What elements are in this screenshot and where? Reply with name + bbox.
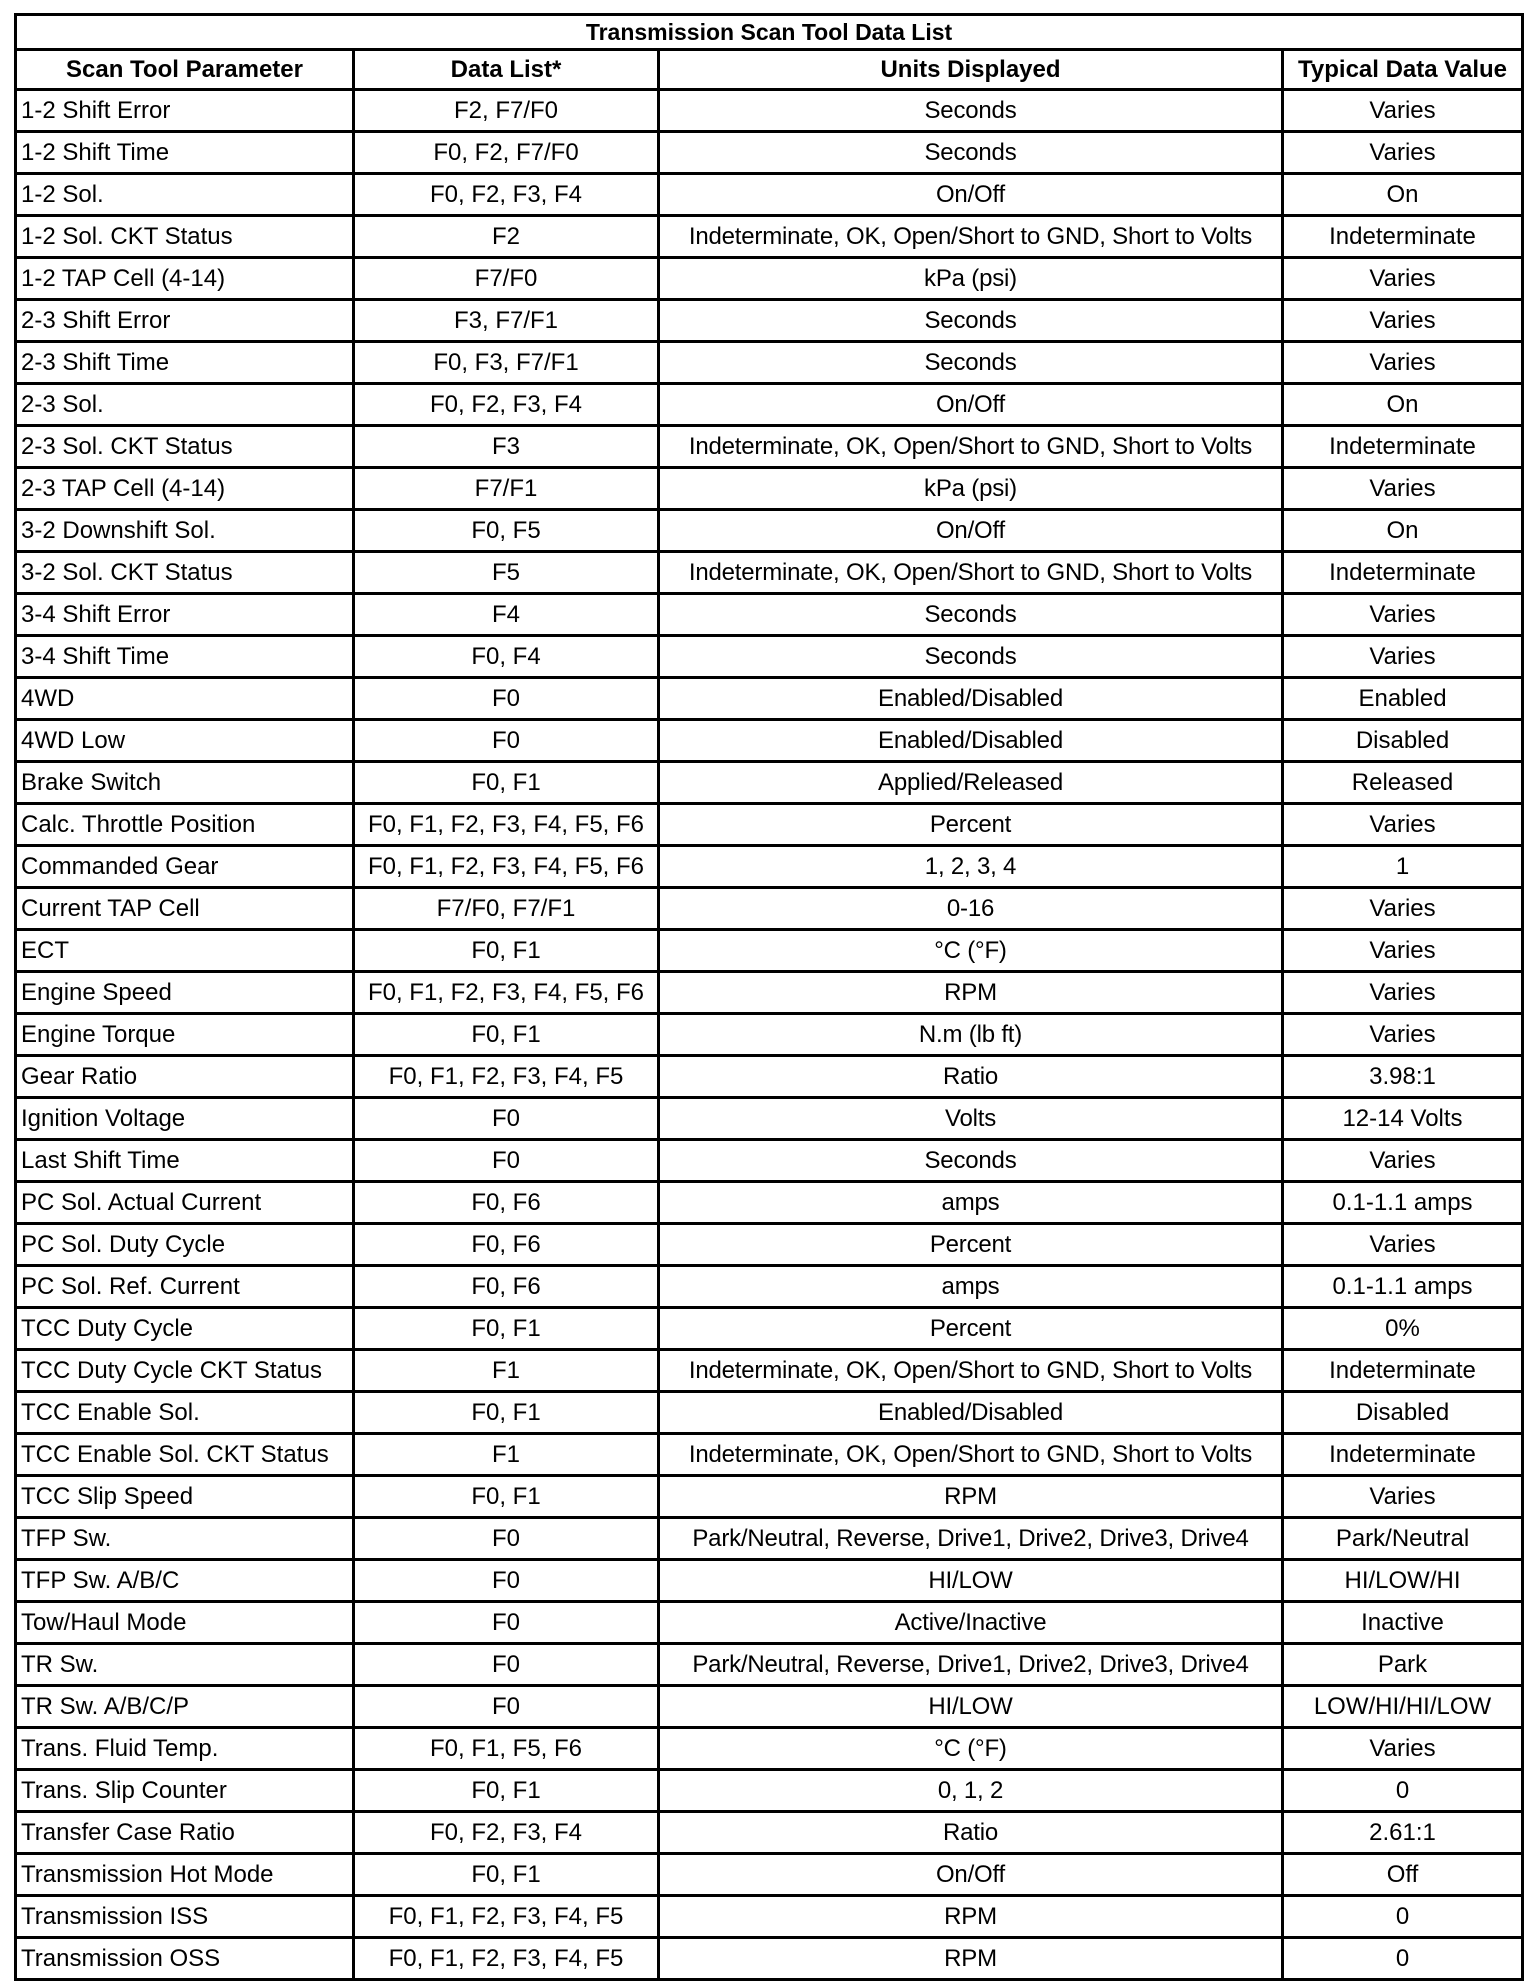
typical-value-cell: On bbox=[1283, 174, 1523, 216]
table-row bbox=[16, 762, 1523, 804]
table-row bbox=[16, 888, 1523, 930]
typical-value-cell: 0 bbox=[1283, 1938, 1523, 1980]
data-list-cell: F3 bbox=[354, 426, 659, 468]
typical-value-cell: Varies bbox=[1283, 1224, 1523, 1266]
data-list-cell: F0, F1 bbox=[354, 1392, 659, 1434]
data-list-cell: F0 bbox=[354, 678, 659, 720]
units-cell: Seconds bbox=[659, 132, 1283, 174]
parameter-cell: TFP Sw. A/B/C bbox=[16, 1560, 354, 1602]
data-list-cell: F0, F1, F2, F3, F4, F5, F6 bbox=[354, 972, 659, 1014]
parameter-cell: Engine Torque bbox=[16, 1014, 354, 1056]
table-row bbox=[16, 1476, 1523, 1518]
data-list-cell: F0, F1 bbox=[354, 1476, 659, 1518]
typical-value-cell: 0.1-1.1 amps bbox=[1283, 1266, 1523, 1308]
data-list-cell: F0, F1, F2, F3, F4, F5 bbox=[354, 1056, 659, 1098]
typical-value-cell: Indeterminate bbox=[1283, 1350, 1523, 1392]
parameter-cell: 3-2 Downshift Sol. bbox=[16, 510, 354, 552]
data-list-cell: F0 bbox=[354, 1560, 659, 1602]
units-cell: On/Off bbox=[659, 510, 1283, 552]
units-cell: Volts bbox=[659, 1098, 1283, 1140]
units-cell: Applied/Released bbox=[659, 762, 1283, 804]
units-cell: Percent bbox=[659, 1224, 1283, 1266]
units-cell: RPM bbox=[659, 972, 1283, 1014]
table-row bbox=[16, 594, 1523, 636]
typical-value-cell: Released bbox=[1283, 762, 1523, 804]
units-cell: On/Off bbox=[659, 1854, 1283, 1896]
units-cell: On/Off bbox=[659, 174, 1283, 216]
units-cell: RPM bbox=[659, 1938, 1283, 1980]
units-cell: Indeterminate, OK, Open/Short to GND, Short to Volts bbox=[659, 1434, 1283, 1476]
table-row bbox=[16, 1896, 1523, 1938]
typical-value-cell: LOW/HI/HI/LOW bbox=[1283, 1686, 1523, 1728]
typical-value-cell: Indeterminate bbox=[1283, 426, 1523, 468]
parameter-cell: Transmission OSS bbox=[16, 1938, 354, 1980]
typical-value-cell: Indeterminate bbox=[1283, 216, 1523, 258]
parameter-cell: PC Sol. Duty Cycle bbox=[16, 1224, 354, 1266]
table-row bbox=[16, 258, 1523, 300]
parameter-cell: 3-2 Sol. CKT Status bbox=[16, 552, 354, 594]
typical-value-cell: Varies bbox=[1283, 300, 1523, 342]
data-list-cell: F7/F1 bbox=[354, 468, 659, 510]
typical-value-cell: 0% bbox=[1283, 1308, 1523, 1350]
typical-value-cell: Park/Neutral bbox=[1283, 1518, 1523, 1560]
units-cell: amps bbox=[659, 1182, 1283, 1224]
data-list-cell: F0, F6 bbox=[354, 1266, 659, 1308]
table-row bbox=[16, 972, 1523, 1014]
data-list-cell: F3, F7/F1 bbox=[354, 300, 659, 342]
data-list-cell: F0, F1 bbox=[354, 1854, 659, 1896]
units-cell: Indeterminate, OK, Open/Short to GND, Short to Volts bbox=[659, 216, 1283, 258]
units-cell: 0-16 bbox=[659, 888, 1283, 930]
parameter-cell: Ignition Voltage bbox=[16, 1098, 354, 1140]
parameter-cell: 1-2 Sol. bbox=[16, 174, 354, 216]
data-list-cell: F0, F1 bbox=[354, 1770, 659, 1812]
parameter-cell: TR Sw. bbox=[16, 1644, 354, 1686]
typical-value-cell: Park bbox=[1283, 1644, 1523, 1686]
parameter-cell: Transmission ISS bbox=[16, 1896, 354, 1938]
data-list-cell: F0, F2, F3, F4 bbox=[354, 1812, 659, 1854]
parameter-cell: 1-2 Shift Error bbox=[16, 90, 354, 132]
units-cell: Seconds bbox=[659, 342, 1283, 384]
table-row bbox=[16, 1392, 1523, 1434]
typical-value-cell: Disabled bbox=[1283, 720, 1523, 762]
table-row bbox=[16, 90, 1523, 132]
data-list-cell: F0, F6 bbox=[354, 1224, 659, 1266]
typical-value-cell: On bbox=[1283, 384, 1523, 426]
table-row bbox=[16, 1266, 1523, 1308]
parameter-cell: 4WD Low bbox=[16, 720, 354, 762]
parameter-cell: TFP Sw. bbox=[16, 1518, 354, 1560]
table-row bbox=[16, 1056, 1523, 1098]
table-row bbox=[16, 1938, 1523, 1980]
table-row bbox=[16, 468, 1523, 510]
typical-value-cell: Varies bbox=[1283, 1140, 1523, 1182]
table-row bbox=[16, 300, 1523, 342]
typical-value-cell: Varies bbox=[1283, 1476, 1523, 1518]
column-header-units: Units Displayed bbox=[659, 50, 1283, 90]
table-row bbox=[16, 552, 1523, 594]
parameter-cell: Tow/Haul Mode bbox=[16, 1602, 354, 1644]
table-row bbox=[16, 804, 1523, 846]
units-cell: 1, 2, 3, 4 bbox=[659, 846, 1283, 888]
data-list-cell: F2 bbox=[354, 216, 659, 258]
data-list-cell: F1 bbox=[354, 1434, 659, 1476]
typical-value-cell: 0 bbox=[1283, 1896, 1523, 1938]
parameter-cell: TCC Enable Sol. CKT Status bbox=[16, 1434, 354, 1476]
parameter-cell: PC Sol. Ref. Current bbox=[16, 1266, 354, 1308]
table-row bbox=[16, 1686, 1523, 1728]
units-cell: RPM bbox=[659, 1476, 1283, 1518]
column-header-typical-value: Typical Data Value bbox=[1283, 50, 1523, 90]
data-list-cell: F0, F1 bbox=[354, 930, 659, 972]
parameter-cell: Commanded Gear bbox=[16, 846, 354, 888]
units-cell: amps bbox=[659, 1266, 1283, 1308]
parameter-cell: 1-2 Shift Time bbox=[16, 132, 354, 174]
typical-value-cell: Enabled bbox=[1283, 678, 1523, 720]
typical-value-cell: Varies bbox=[1283, 930, 1523, 972]
data-list-cell: F7/F0, F7/F1 bbox=[354, 888, 659, 930]
units-cell: Indeterminate, OK, Open/Short to GND, Short to Volts bbox=[659, 1350, 1283, 1392]
data-list-cell: F7/F0 bbox=[354, 258, 659, 300]
typical-value-cell: Varies bbox=[1283, 636, 1523, 678]
parameter-cell: Trans. Fluid Temp. bbox=[16, 1728, 354, 1770]
parameter-cell: PC Sol. Actual Current bbox=[16, 1182, 354, 1224]
data-list-cell: F0 bbox=[354, 1518, 659, 1560]
table-row bbox=[16, 174, 1523, 216]
typical-value-cell: On bbox=[1283, 510, 1523, 552]
units-cell: RPM bbox=[659, 1896, 1283, 1938]
typical-value-cell: Varies bbox=[1283, 594, 1523, 636]
units-cell: Active/Inactive bbox=[659, 1602, 1283, 1644]
parameter-cell: TCC Enable Sol. bbox=[16, 1392, 354, 1434]
table-row bbox=[16, 510, 1523, 552]
table-title-row bbox=[16, 15, 1523, 50]
data-list-cell: F0 bbox=[354, 1686, 659, 1728]
parameter-cell: TCC Duty Cycle CKT Status bbox=[16, 1350, 354, 1392]
data-list-cell: F0 bbox=[354, 1644, 659, 1686]
typical-value-cell: 12-14 Volts bbox=[1283, 1098, 1523, 1140]
parameter-cell: 2-3 Sol. CKT Status bbox=[16, 426, 354, 468]
table-row bbox=[16, 636, 1523, 678]
table-row bbox=[16, 1560, 1523, 1602]
table-header-row bbox=[16, 50, 1523, 90]
data-list-cell: F0, F2, F7/F0 bbox=[354, 132, 659, 174]
units-cell: Park/Neutral, Reverse, Drive1, Drive2, Drive3, Drive4 bbox=[659, 1518, 1283, 1560]
table-row bbox=[16, 846, 1523, 888]
units-cell: kPa (psi) bbox=[659, 258, 1283, 300]
typical-value-cell: Disabled bbox=[1283, 1392, 1523, 1434]
typical-value-cell: 2.61:1 bbox=[1283, 1812, 1523, 1854]
data-list-cell: F0 bbox=[354, 1140, 659, 1182]
data-list-cell: F4 bbox=[354, 594, 659, 636]
parameter-cell: Last Shift Time bbox=[16, 1140, 354, 1182]
parameter-cell: Gear Ratio bbox=[16, 1056, 354, 1098]
table-title: Transmission Scan Tool Data List bbox=[16, 15, 1523, 50]
parameter-cell: Transfer Case Ratio bbox=[16, 1812, 354, 1854]
typical-value-cell: Varies bbox=[1283, 804, 1523, 846]
table-row bbox=[16, 1770, 1523, 1812]
data-list-cell: F0, F5 bbox=[354, 510, 659, 552]
parameter-cell: TCC Duty Cycle bbox=[16, 1308, 354, 1350]
table-row bbox=[16, 1182, 1523, 1224]
scan-tool-data-table bbox=[14, 13, 1524, 1981]
units-cell: Enabled/Disabled bbox=[659, 678, 1283, 720]
data-list-cell: F0 bbox=[354, 720, 659, 762]
data-list-cell: F0, F1, F2, F3, F4, F5 bbox=[354, 1938, 659, 1980]
units-cell: °C (°F) bbox=[659, 1728, 1283, 1770]
typical-value-cell: 1 bbox=[1283, 846, 1523, 888]
parameter-cell: 1-2 TAP Cell (4-14) bbox=[16, 258, 354, 300]
table-row bbox=[16, 1434, 1523, 1476]
table-body bbox=[16, 90, 1523, 1980]
data-list-cell: F0, F1 bbox=[354, 1308, 659, 1350]
table-row bbox=[16, 1014, 1523, 1056]
typical-value-cell: Off bbox=[1283, 1854, 1523, 1896]
units-cell: kPa (psi) bbox=[659, 468, 1283, 510]
column-header-parameter: Scan Tool Parameter bbox=[16, 50, 354, 90]
typical-value-cell: HI/LOW/HI bbox=[1283, 1560, 1523, 1602]
data-list-cell: F0 bbox=[354, 1098, 659, 1140]
parameter-cell: 2-3 Shift Error bbox=[16, 300, 354, 342]
data-list-cell: F0, F1, F2, F3, F4, F5, F6 bbox=[354, 804, 659, 846]
data-list-cell: F0, F1, F5, F6 bbox=[354, 1728, 659, 1770]
parameter-cell: ECT bbox=[16, 930, 354, 972]
parameter-cell: 2-3 TAP Cell (4-14) bbox=[16, 468, 354, 510]
units-cell: Seconds bbox=[659, 594, 1283, 636]
parameter-cell: TR Sw. A/B/C/P bbox=[16, 1686, 354, 1728]
table-row bbox=[16, 1602, 1523, 1644]
typical-value-cell: 3.98:1 bbox=[1283, 1056, 1523, 1098]
data-list-cell: F0, F6 bbox=[354, 1182, 659, 1224]
units-cell: Indeterminate, OK, Open/Short to GND, Short to Volts bbox=[659, 552, 1283, 594]
typical-value-cell: Varies bbox=[1283, 132, 1523, 174]
units-cell: Seconds bbox=[659, 636, 1283, 678]
typical-value-cell: Varies bbox=[1283, 468, 1523, 510]
data-list-cell: F5 bbox=[354, 552, 659, 594]
table-row bbox=[16, 1308, 1523, 1350]
table-row bbox=[16, 342, 1523, 384]
column-header-data-list: Data List* bbox=[354, 50, 659, 90]
parameter-cell: 3-4 Shift Error bbox=[16, 594, 354, 636]
table-row bbox=[16, 1098, 1523, 1140]
data-list-cell: F0, F1, F2, F3, F4, F5, F6 bbox=[354, 846, 659, 888]
units-cell: HI/LOW bbox=[659, 1686, 1283, 1728]
units-cell: Seconds bbox=[659, 1140, 1283, 1182]
units-cell: Enabled/Disabled bbox=[659, 1392, 1283, 1434]
units-cell: Ratio bbox=[659, 1056, 1283, 1098]
table-row bbox=[16, 426, 1523, 468]
parameter-cell: 4WD bbox=[16, 678, 354, 720]
data-list-cell: F0, F2, F3, F4 bbox=[354, 384, 659, 426]
data-list-cell: F1 bbox=[354, 1350, 659, 1392]
typical-value-cell: 0.1-1.1 amps bbox=[1283, 1182, 1523, 1224]
data-list-cell: F0, F4 bbox=[354, 636, 659, 678]
units-cell: Indeterminate, OK, Open/Short to GND, Short to Volts bbox=[659, 426, 1283, 468]
data-list-cell: F2, F7/F0 bbox=[354, 90, 659, 132]
typical-value-cell: Varies bbox=[1283, 972, 1523, 1014]
units-cell: Seconds bbox=[659, 90, 1283, 132]
typical-value-cell: Varies bbox=[1283, 90, 1523, 132]
table-row bbox=[16, 1518, 1523, 1560]
parameter-cell: 1-2 Sol. CKT Status bbox=[16, 216, 354, 258]
table-row bbox=[16, 930, 1523, 972]
typical-value-cell: 0 bbox=[1283, 1770, 1523, 1812]
parameter-cell: Trans. Slip Counter bbox=[16, 1770, 354, 1812]
parameter-cell: Brake Switch bbox=[16, 762, 354, 804]
table-row bbox=[16, 216, 1523, 258]
data-list-cell: F0, F2, F3, F4 bbox=[354, 174, 659, 216]
typical-value-cell: Varies bbox=[1283, 888, 1523, 930]
typical-value-cell: Varies bbox=[1283, 1728, 1523, 1770]
table-row bbox=[16, 1644, 1523, 1686]
parameter-cell: Engine Speed bbox=[16, 972, 354, 1014]
units-cell: Park/Neutral, Reverse, Drive1, Drive2, Drive3, Drive4 bbox=[659, 1644, 1283, 1686]
units-cell: 0, 1, 2 bbox=[659, 1770, 1283, 1812]
parameter-cell: Current TAP Cell bbox=[16, 888, 354, 930]
data-list-cell: F0 bbox=[354, 1602, 659, 1644]
data-list-cell: F0, F3, F7/F1 bbox=[354, 342, 659, 384]
typical-value-cell: Varies bbox=[1283, 342, 1523, 384]
typical-value-cell: Indeterminate bbox=[1283, 552, 1523, 594]
typical-value-cell: Inactive bbox=[1283, 1602, 1523, 1644]
data-list-cell: F0, F1 bbox=[354, 1014, 659, 1056]
parameter-cell: 2-3 Sol. bbox=[16, 384, 354, 426]
typical-value-cell: Varies bbox=[1283, 258, 1523, 300]
units-cell: Percent bbox=[659, 1308, 1283, 1350]
parameter-cell: 3-4 Shift Time bbox=[16, 636, 354, 678]
table-row bbox=[16, 1140, 1523, 1182]
document-sheet bbox=[14, 13, 1521, 1981]
parameter-cell: 2-3 Shift Time bbox=[16, 342, 354, 384]
table-row bbox=[16, 1854, 1523, 1896]
table-row bbox=[16, 1728, 1523, 1770]
table-row bbox=[16, 720, 1523, 762]
typical-value-cell: Varies bbox=[1283, 1014, 1523, 1056]
units-cell: On/Off bbox=[659, 384, 1283, 426]
table-row bbox=[16, 678, 1523, 720]
table-row bbox=[16, 1350, 1523, 1392]
units-cell: Percent bbox=[659, 804, 1283, 846]
table-row bbox=[16, 384, 1523, 426]
parameter-cell: Calc. Throttle Position bbox=[16, 804, 354, 846]
units-cell: HI/LOW bbox=[659, 1560, 1283, 1602]
data-list-cell: F0, F1 bbox=[354, 762, 659, 804]
parameter-cell: TCC Slip Speed bbox=[16, 1476, 354, 1518]
typical-value-cell: Indeterminate bbox=[1283, 1434, 1523, 1476]
data-list-cell: F0, F1, F2, F3, F4, F5 bbox=[354, 1896, 659, 1938]
table-row bbox=[16, 1812, 1523, 1854]
table-row bbox=[16, 132, 1523, 174]
table-row bbox=[16, 1224, 1523, 1266]
units-cell: Enabled/Disabled bbox=[659, 720, 1283, 762]
parameter-cell: Transmission Hot Mode bbox=[16, 1854, 354, 1896]
units-cell: Seconds bbox=[659, 300, 1283, 342]
units-cell: °C (°F) bbox=[659, 930, 1283, 972]
units-cell: N.m (lb ft) bbox=[659, 1014, 1283, 1056]
units-cell: Ratio bbox=[659, 1812, 1283, 1854]
